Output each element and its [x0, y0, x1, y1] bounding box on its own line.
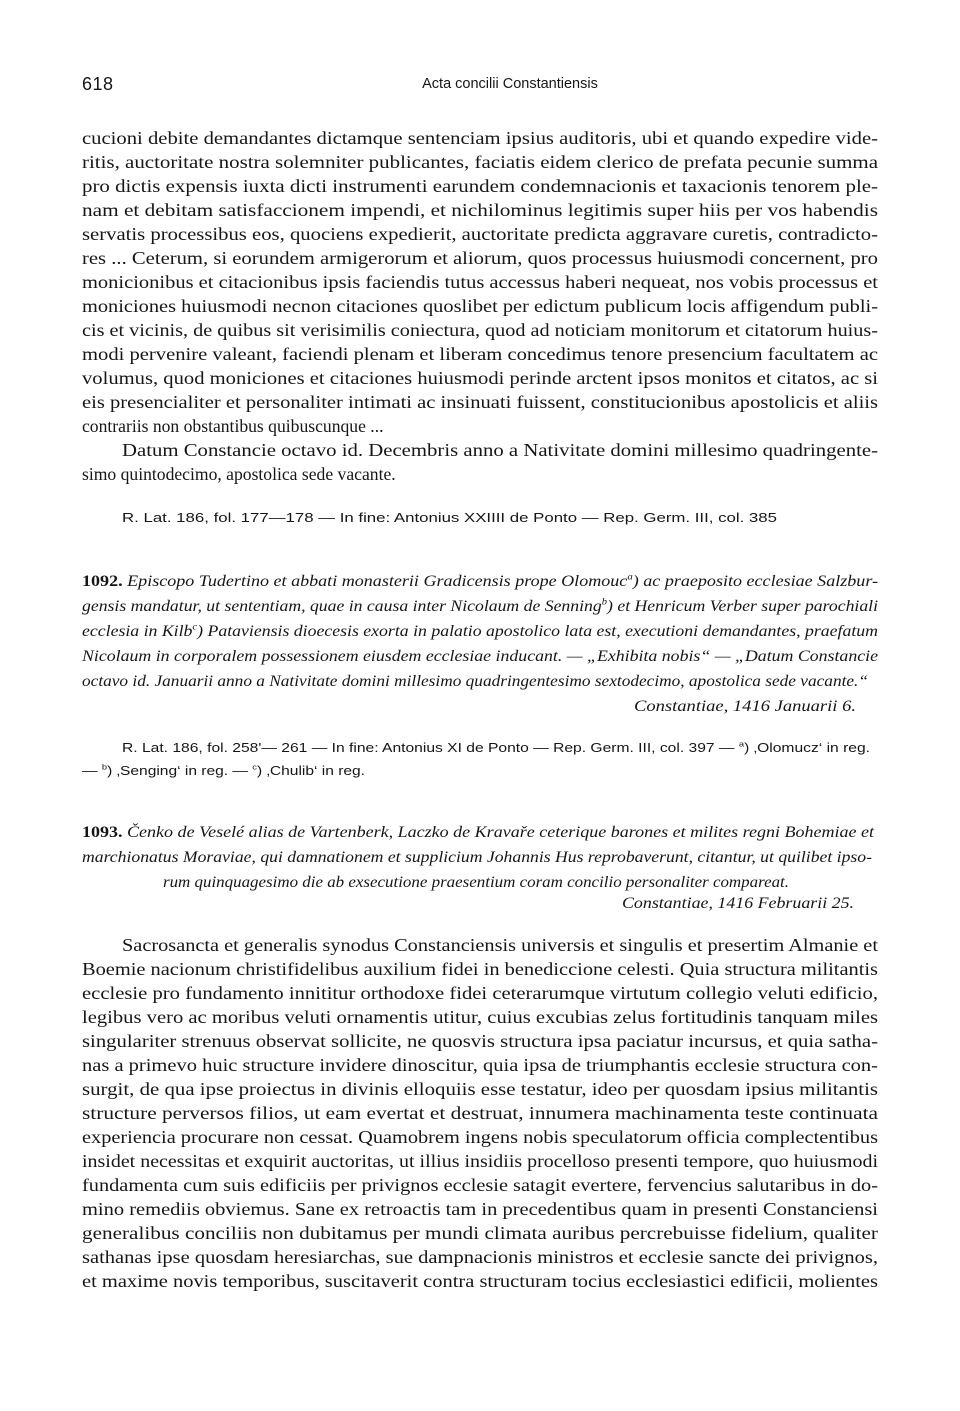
dating-line: simo quintodecimo, apostolica sede vacante.: [82, 464, 396, 484]
place-date: Constantiae, 1416 Februarii 25.: [622, 893, 854, 912]
text-line: volumus, quod moniciones et citaciones huiusmodi perinde arctent ipsos monitos et citatos, ac si: [82, 368, 879, 388]
summary-text: ) ac praeposito ecclesiae Salzbur-: [632, 571, 878, 590]
source-note: R. Lat. 186, fol. 177—178 — In fine: Antonius XXIIII de Ponto — Rep. Germ. III, col. 385: [122, 510, 777, 525]
text-line: pro dictis expensis iuxta dicti instrumenti earundem condemnacionis et taxacionis tenorem ple-: [82, 176, 878, 196]
text-line: generalibus conciliis non dubitamus per mundi climata auribus percrebuisse fidelium, qualiter: [82, 1223, 878, 1243]
summary-text: ) Pataviensis dioecesis exorta in palatio apostolico lata est, executioni demandantes, praefatum: [197, 621, 879, 640]
footnote-mark: c: [192, 621, 198, 633]
source-note: [122, 740, 870, 755]
summary-text: gensis mandatur, ut sententiam, quae in causa inter Nicolaum de Senning: [82, 596, 602, 615]
text-line: cis et vicinis, de quibus sit verisimilis coniectura, quod ad noticiam monitorum et citatorum huius-: [82, 320, 878, 340]
text-line: nam et debitam satisfaccionem impendi, et nichilominus legitimis super hiis per vos habendis: [82, 200, 878, 220]
text-line: eis presencialiter et personaliter intimati ac insinuati fuissent, constitucionibus apostolicis et aliis: [82, 392, 878, 412]
footnote-text: ) ‚Senging‘ in reg. —: [107, 763, 253, 778]
text-line: ecclesie pro fundamento innititur orthodoxe fidei ceterarumque virtutum collegio veluti edificio,: [82, 983, 878, 1003]
text-line: mino remediis obviemus. Sane ex retroactis tam in precedentibus quam in presenti Constanciensi: [82, 1199, 879, 1219]
text-line: nas a primevo huic structure invidere dinoscitur, quia ipsa de triumphantis ecclesie structura con-: [82, 1055, 878, 1075]
summary-text: Čenko de Veselé alias de Vartenberk, Laczko de Kravaře ceterique barones et milites regni Bohemiae et: [127, 822, 874, 841]
footnote-text: ) ‚Olomucz‘ in reg.: [744, 740, 870, 755]
text-line: sathanas ipse quosdam heresiarchas, sue dampnacionis ministros et ecclesie sancte dei privignos,: [82, 1247, 878, 1267]
footnote-mark: b: [601, 596, 608, 608]
footnote-mark: a: [738, 739, 745, 749]
text-line: fundamenta cum suis edificiis per privignos ecclesie satagit evertere, fervencius salutaribus in do-: [82, 1175, 878, 1195]
source-text: —: [82, 763, 102, 778]
text-line: contrariis non obstantibus quibuscunque ...: [82, 416, 384, 436]
footnote-mark: b: [101, 762, 108, 772]
entry-number: 1092.: [82, 571, 123, 590]
running-title: Acta concilii Constantiensis: [422, 76, 598, 92]
text-line: Boemie nacionum christifidelibus auxilium fidei in benediccione celesti. Quia structura militantis: [82, 959, 878, 979]
text-line: experiencia procurare non cessat. Quamobrem ingens nobis speculatorum officia complectentibus: [82, 1127, 878, 1147]
text-line: cucioni debite demandantes dictamque sentenciam ipsius auditoris, ubi et quando expedire vide-: [82, 128, 878, 148]
text-line: res ... Ceterum, si eorundem armigerorum et aliorum, quos processus huiusmodi concernent, pro: [82, 248, 878, 268]
footnote-mark: c: [252, 762, 257, 772]
entry-summary-line: [82, 822, 874, 842]
entry-summary-line: octavo id. Januarii anno a Nativitate domini millesimo quadringentesimo sextodecimo, apostolica sede vacante.“: [82, 671, 868, 690]
text-line: structure perversos filios, ut eam evertat et destruat, innumera machinamenta teste continuata: [82, 1103, 878, 1123]
text-line: legibus vero ac moribus veluti ornamentis utitur, cuius excubias zelus fortitudinis tanquam miles: [82, 1007, 878, 1027]
footnote-text: ) ‚Chulib‘ in reg.: [256, 763, 365, 778]
source-text: R. Lat. 186, fol. 258'— 261 — In fine: Antonius XI de Ponto — Rep. Germ. III, col. 397 —: [122, 740, 739, 755]
text-line: ritis, auctoritate nostra solemniter publicantes, faciatis eidem clerico de prefata pecunie summa: [82, 152, 878, 172]
text-line: modi pervenire valeant, faciendi plenam et liberam concedimus tenore presencium facultatem ac: [82, 344, 878, 364]
page-number: 618: [82, 74, 114, 94]
text-line: et maxime novis temporibus, suscitaverit contra structuram tocius ecclesiastici edificii, molientes: [82, 1271, 878, 1291]
entry-summary-line: [82, 621, 878, 641]
text-line: singulariter strenuus observat sollicite, ne quosvis structura ipsa paciatur incursus, et quia satha-: [82, 1031, 878, 1051]
footnote-mark: a: [627, 571, 633, 583]
entry-summary-line: rum quinquagesimo die ab exsecutione praesentium coram concilio personaliter compareat.: [163, 872, 789, 891]
source-note: [82, 763, 365, 778]
summary-text: Episcopo Tudertino et abbati monasterii Gradicensis prope Olomouc: [127, 571, 628, 590]
text-line: monicionibus et citacionibus ipsis faciendis tutus accessus haberi nequeat, nos vobis processus et: [82, 272, 878, 292]
text-line: Sacrosancta et generalis synodus Constanciensis universis et singulis et presertim Almanie et: [122, 935, 878, 955]
entry-number: 1093.: [82, 822, 123, 841]
entry-summary-line: marchionatus Moraviae, qui damnationem et supplicium Johannis Hus reprobaverunt, citantur, ut quilibet ipso-: [82, 847, 872, 866]
summary-text: ) et Henricum Verber super parochiali: [607, 596, 879, 615]
text-line: surgit, de qua ipse proiectus in divinis elloquiis esse testatur, ideo per quosdam ipsius militantis: [82, 1079, 878, 1099]
entry-summary-line: [82, 571, 878, 591]
dating-line: Datum Constancie octavo id. Decembris anno a Nativitate domini millesimo quadringente-: [122, 440, 878, 460]
entry-summary-line: Nicolaum in corporalem possessionem eiusdem ecclesiae inducant. — „Exhibita nobis“ — „Datum Constancie: [82, 646, 878, 665]
entry-summary-line: [82, 596, 878, 616]
text-line: insidet necessitas et exquirit auctoritas, ut illius insidiis procelloso presenti tempore, quo huiusmodi: [82, 1151, 878, 1171]
place-date: Constantiae, 1416 Januarii 6.: [634, 696, 856, 715]
text-line: servatis processibus eos, quociens expedierit, auctoritate predicta aggravare curetis, contradicto-: [82, 224, 878, 244]
text-line: moniciones huiusmodi necnon citaciones quoslibet per edictum publicum locis affigendum publi-: [82, 296, 878, 316]
summary-text: ecclesia in Kilb: [82, 621, 193, 640]
